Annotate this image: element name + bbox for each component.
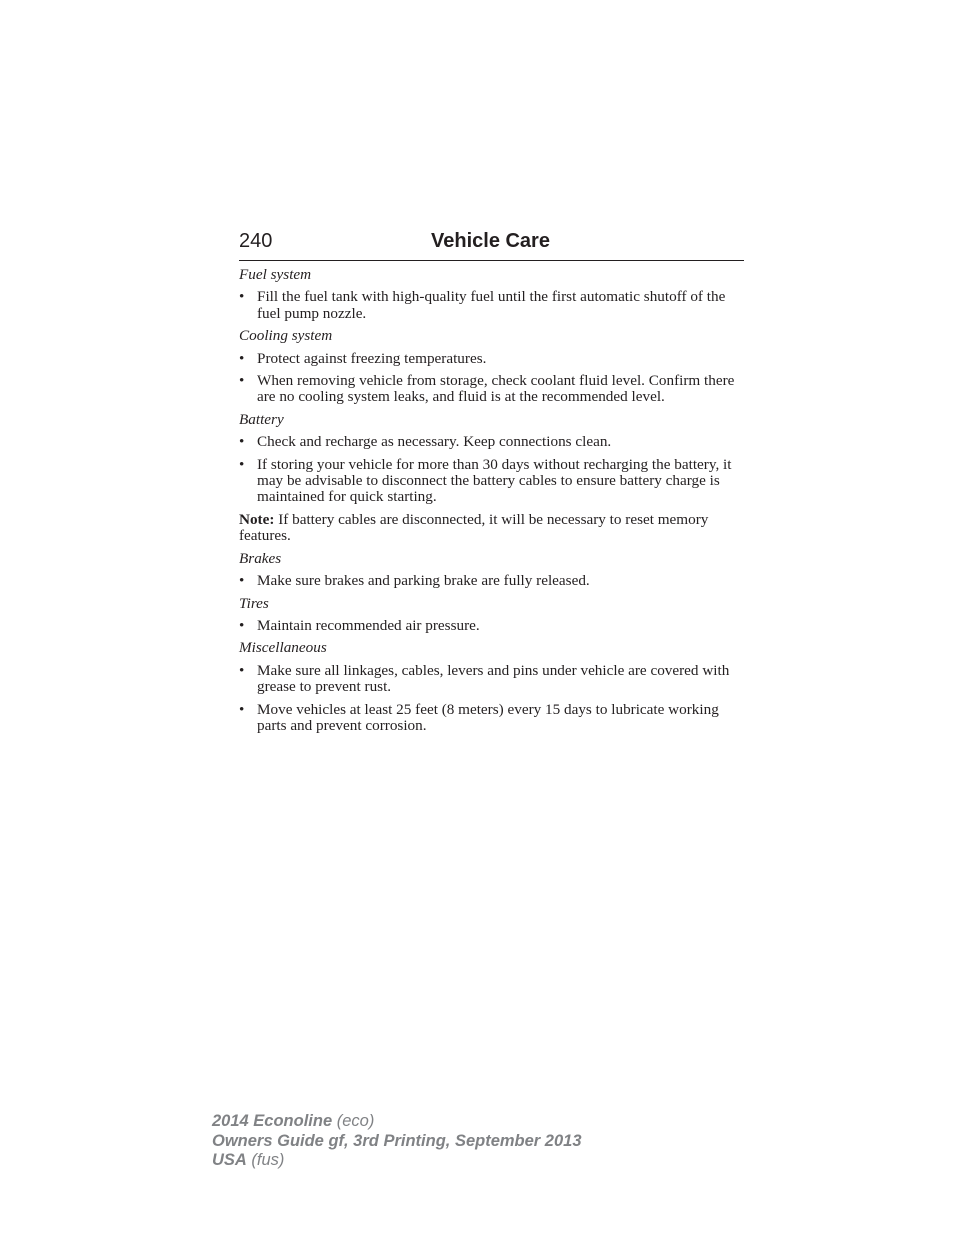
page-header	[239, 228, 744, 261]
list-item-text: Make sure all linkages, cables, levers and pins under vehicle are covered with grease to prevent rust.	[257, 661, 730, 696]
bullet-list-brakes	[239, 573, 749, 589]
footer-model-code: (eco)	[332, 1112, 375, 1130]
bullet-icon: •	[239, 572, 245, 590]
list-item-text: Move vehicles at least 25 feet (8 meters) every 15 days to lubricate working parts and prevent corrosion.	[257, 700, 719, 734]
section-heading-miscellaneous: Miscellaneous	[239, 639, 327, 657]
bullet-icon: •	[239, 661, 245, 679]
bullet-icon: •	[239, 433, 245, 451]
list-item	[239, 457, 749, 506]
bullet-icon: •	[239, 700, 245, 718]
bullet-list-tires	[239, 618, 749, 634]
footer-line-market	[212, 1151, 582, 1171]
bullet-list-miscellaneous	[239, 663, 749, 735]
list-item	[239, 351, 749, 367]
footer-model-name: 2014 Econoline	[212, 1112, 333, 1130]
bullet-list-cooling-system	[239, 351, 749, 406]
list-item-text: If storing your vehicle for more than 30 days without recharging the battery, it may be advisable to disconnect the battery cables to ensure battery charge is maintained for quick starting.	[257, 455, 732, 506]
section-heading-tires: Tires	[239, 594, 269, 612]
list-item	[239, 289, 749, 322]
bullet-icon: •	[239, 349, 245, 367]
list-item-text: When removing vehicle from storage, check coolant fluid level. Confirm there are no cooling system leaks, and fluid is at the recommended level.	[257, 372, 735, 406]
footer-line-model	[212, 1112, 582, 1132]
page-number: 240	[239, 230, 273, 252]
page-title: Vehicle Care	[431, 230, 550, 252]
footer-market-code: (fus)	[246, 1151, 285, 1169]
list-item	[239, 618, 749, 634]
note-label: Note:	[239, 510, 275, 528]
bullet-icon: •	[239, 288, 245, 306]
list-item-text: Fill the fuel tank with high-quality fuel until the first automatic shutoff of the fuel pump nozzle.	[257, 288, 726, 322]
list-item-text: Check and recharge as necessary. Keep connections clean.	[257, 433, 612, 451]
bullet-icon: •	[239, 455, 245, 473]
note-text: If battery cables are disconnected, it will be necessary to reset memory features.	[239, 510, 709, 545]
page-content	[239, 267, 749, 740]
list-item	[239, 573, 749, 589]
section-heading-fuel-system: Fuel system	[239, 266, 312, 283]
page-footer	[212, 1112, 582, 1171]
footer-market-name: USA	[212, 1151, 247, 1169]
section-heading-battery: Battery	[239, 410, 284, 428]
section-heading-brakes: Brakes	[239, 549, 282, 567]
section-heading-cooling-system: Cooling system	[239, 327, 333, 345]
list-item-text: Make sure brakes and parking brake are fully released.	[257, 572, 590, 590]
bullet-list-fuel-system	[239, 289, 749, 322]
bullet-icon: •	[239, 616, 245, 634]
bullet-list-battery	[239, 434, 749, 506]
list-item	[239, 373, 749, 406]
list-item	[239, 434, 749, 450]
list-item	[239, 702, 749, 735]
footer-printing-info: Owners Guide gf, 3rd Printing, September 2013	[212, 1131, 582, 1150]
footer-line-printing	[212, 1132, 582, 1152]
bullet-icon: •	[239, 372, 245, 390]
list-item-text: Protect against freezing temperatures.	[257, 349, 487, 367]
battery-note	[239, 512, 749, 545]
list-item-text: Maintain recommended air pressure.	[257, 616, 480, 634]
list-item	[239, 663, 749, 696]
